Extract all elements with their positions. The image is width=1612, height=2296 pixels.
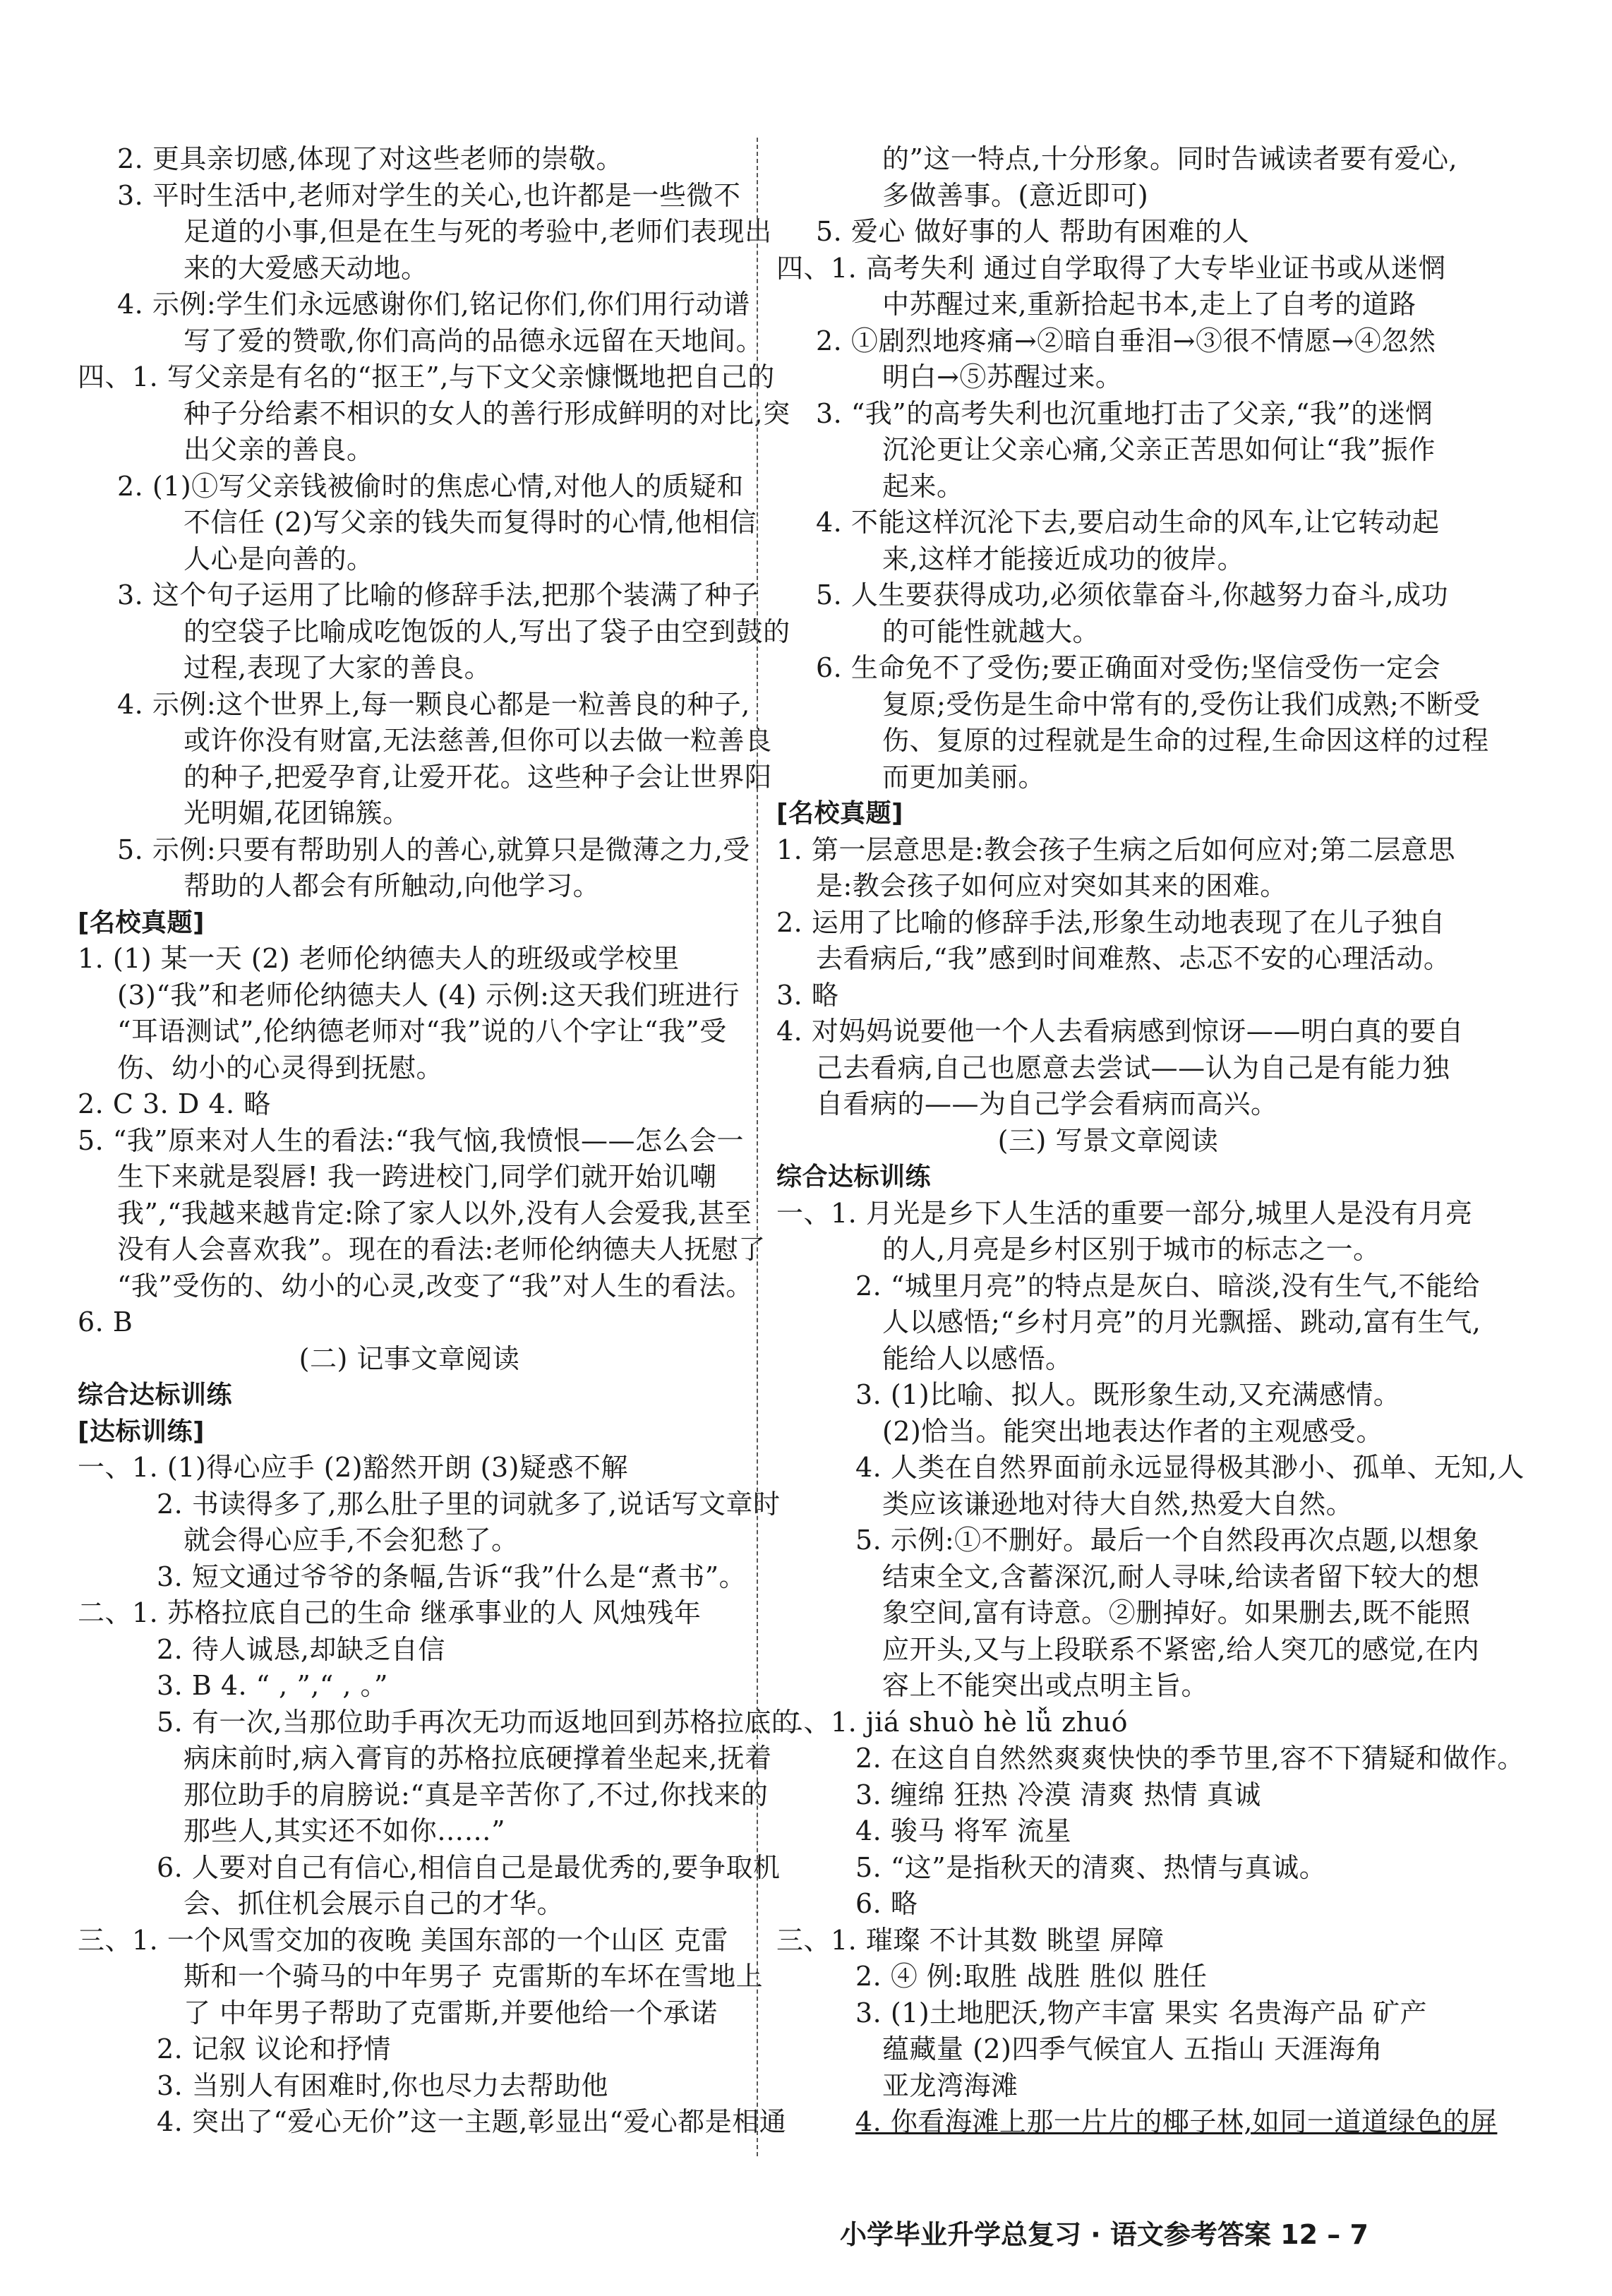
answer-line: 生下来就是裂唇! 我一跨进校门,同学们就开始讥嘲 xyxy=(117,1161,717,1192)
answer-line: 象空间,富有诗意。②删掉好。如果删去,既不能照 xyxy=(882,1597,1471,1628)
answer-line: 的人,月亮是乡村区别于城市的标志之一。 xyxy=(882,1234,1381,1265)
answer-line: 2. 运用了比喻的修辞手法,形象生动地表现了在儿子独自 xyxy=(776,906,1445,938)
answer-line: 出父亲的善良。 xyxy=(184,434,374,465)
page-footer: 小学毕业升学总复习 · 语文参考答案 12 – 7 xyxy=(840,2219,1369,2250)
answer-line: (三) 写景文章阅读 xyxy=(997,1124,1219,1156)
answer-line: 2. C 3. D 4. 略 xyxy=(78,1088,271,1119)
answer-line: 过程,表现了大家的善良。 xyxy=(184,652,492,683)
answer-line: 3. “我”的高考失利也沉重地打击了父亲,“我”的迷惘 xyxy=(816,397,1433,429)
answer-line: 我”,“我越来越肯定:除了家人以外,没有人会爱我,甚至 xyxy=(117,1197,752,1229)
answer-line: 己去看病,自己也愿意去尝试——认为自己是有能力独 xyxy=(816,1052,1450,1083)
answer-line: 3. (1)土地肥沃,物产丰富 果实 名贵海产品 矿产 xyxy=(855,1997,1427,2028)
answer-line: 2. 待人诚恳,却缺乏自信 xyxy=(157,1633,445,1665)
answer-line: 的空袋子比喻成吃饱饭的人,写出了袋子由空到鼓的 xyxy=(184,615,790,647)
answer-line: 综合达标训练 xyxy=(776,1162,932,1191)
column-divider xyxy=(757,138,758,2156)
answer-line: 没有人会喜欢我”。现在的看法:老师伦纳德夫人抚慰了 xyxy=(117,1234,766,1265)
answer-line: 5. 人生要获得成功,必须依靠奋斗,你越努力奋斗,成功 xyxy=(816,579,1449,611)
answer-line: 容上不能突出或点明主旨。 xyxy=(882,1670,1209,1701)
answer-line: 4. 人类在自然界面前永远显得极其渺小、孤单、无知,人 xyxy=(855,1452,1524,1483)
answer-line: 2. (1)①写父亲钱被偷时的焦虑心情,对他人的质疑和 xyxy=(117,470,744,502)
answer-line: 1. (1) 某一天 (2) 老师伦纳德夫人的班级或学校里 xyxy=(78,943,680,974)
answer-line: [达标训练] xyxy=(78,1417,205,1446)
answer-line: 2. “城里月亮”的特点是灰白、暗淡,没有生气,不能给 xyxy=(855,1270,1480,1302)
answer-line: 中苏醒过来,重新拾起书本,走上了自考的道路 xyxy=(882,289,1416,320)
answer-line: 斯和一个骑马的中年男子 克雷斯的车坏在雪地上 xyxy=(184,1961,764,1992)
answer-line: 4. 你看海滩上那一片片的椰子林,如同一道道绿色的屏 xyxy=(855,2106,1498,2137)
answer-line: 能给人以感悟。 xyxy=(882,1342,1073,1374)
answer-line: 那些人,其实还不如你……” xyxy=(184,1815,506,1846)
answer-line: 3. B 4. “ , ”,“ , 。” xyxy=(157,1670,388,1701)
answer-line: 起来。 xyxy=(882,470,964,502)
answer-line: 2. 在这自自然然爽爽快快的季节里,容不下猜疑和做作。 xyxy=(855,1743,1524,1774)
answer-line: 一、1. (1)得心应手 (2)豁然开朗 (3)疑惑不解 xyxy=(78,1452,628,1483)
answer-line: 4. 不能这样沉沦下去,要启动生命的风车,让它转动起 xyxy=(816,507,1440,538)
answer-line: 4. 骏马 将军 流星 xyxy=(855,1815,1071,1846)
answer-line: 5. 示例:①不删好。最后一个自然段再次点题,以想象 xyxy=(855,1525,1480,1556)
answer-line: 是:教会孩子如何应对突如其来的困难。 xyxy=(816,870,1287,901)
left-column xyxy=(78,141,799,2141)
answer-line: 光明媚,花团锦簇。 xyxy=(184,798,410,829)
answer-line: 四、1. 写父亲是有名的“抠王”,与下文父亲慷慨地把自己的 xyxy=(78,361,775,392)
answer-line: 类应该谦逊地对待大自然,热爱大自然。 xyxy=(882,1488,1354,1520)
answer-line: 2. 书读得多了,那么肚子里的词就多了,说话写文章时 xyxy=(157,1488,781,1520)
answer-line: 复原;受伤是生命中常有的,受伤让我们成熟;不断受 xyxy=(882,688,1481,720)
answer-line: 1. 第一层意思是:教会孩子生病之后如何应对;第二层意思 xyxy=(776,834,1455,865)
answer-line: 4. 对妈妈说要他一个人去看病感到惊讶——明白真的要自 xyxy=(776,1016,1464,1047)
answer-line: 4. 突出了“爱心无价”这一主题,彰显出“爱心都是相通 xyxy=(157,2106,787,2137)
answer-line: 应开头,又与上段联系不紧密,给人突兀的感觉,在内 xyxy=(882,1633,1480,1665)
answer-line: 那位助手的肩膀说:“真是辛苦你了,不过,你找来的 xyxy=(184,1779,769,1810)
answer-line: 写了爱的赞歌,你们高尚的品德永远留在天地间。 xyxy=(184,325,764,356)
answer-line: 2. 更具亲切感,体现了对这些老师的崇敬。 xyxy=(117,143,623,174)
answer-line: 5. “这”是指秋天的清爽、热情与真诚。 xyxy=(855,1851,1327,1883)
answer-line: 四、1. 高考失利 通过自学取得了大专毕业证书或从迷惘 xyxy=(776,252,1445,284)
answer-line: (2)恰当。能突出地表达作者的主观感受。 xyxy=(882,1415,1383,1447)
answer-line: 5. 有一次,当那位助手再次无功而返地回到苏格拉底的 xyxy=(157,1706,799,1738)
answer-line: 人心是向善的。 xyxy=(184,543,374,575)
answer-line: 来的大爱感天动地。 xyxy=(184,252,428,284)
answer-line: 3. 略 xyxy=(776,979,839,1011)
answer-line: 的”这一特点,十分形象。同时告诫读者要有爱心, xyxy=(882,143,1458,174)
answer-line: 的种子,把爱孕育,让爱开花。这些种子会让世界阳 xyxy=(184,761,772,793)
answer-line: 帮助的人都会有所触动,向他学习。 xyxy=(184,870,601,901)
answer-line: 二、1. 苏格拉底自己的生命 继承事业的人 风烛残年 xyxy=(78,1597,702,1628)
answer-line: 6. 生命免不了受伤;要正确面对受伤;坚信受伤一定会 xyxy=(816,652,1440,683)
answer-line: 3. 短文通过爷爷的条幅,告诉“我”什么是“煮书”。 xyxy=(157,1561,747,1592)
answer-line: 三、1. 一个风雪交加的夜晚 美国东部的一个山区 克雷 xyxy=(78,1924,728,1956)
answer-line: 4. 示例:这个世界上,每一颗良心都是一粒善良的种子, xyxy=(117,688,750,720)
answer-line: 明白→⑤苏醒过来。 xyxy=(882,361,1123,392)
answer-line: 来,这样才能接近成功的彼岸。 xyxy=(882,543,1245,575)
answer-line: 蕴藏量 (2)四季气候宜人 五指山 天涯海角 xyxy=(882,2033,1383,2064)
answer-line: 结束全文,含蓄深沉,耐人寻味,给读者留下较大的想 xyxy=(882,1561,1480,1592)
answer-line: 而更加美丽。 xyxy=(882,761,1046,793)
answer-line: 就会得心应手,不会犯愁了。 xyxy=(184,1525,519,1556)
answer-line: 5. 爱心 做好事的人 帮助有困难的人 xyxy=(816,216,1249,247)
answer-line: 二、1. jiá shuò hè lǚ zhuó xyxy=(776,1706,1129,1738)
answer-line: 不信任 (2)写父亲的钱失而复得时的心情,他相信 xyxy=(184,507,757,538)
answer-line: 2. ④ 例:取胜 战胜 胜似 胜任 xyxy=(855,1961,1208,1992)
answer-line: 2. ①剧烈地疼痛→②暗自垂泪→③很不情愿→④忽然 xyxy=(816,325,1436,356)
answer-line: 沉沦更让父亲心痛,父亲正苦思如何让“我”振作 xyxy=(882,434,1436,465)
answer-line: (3)“我”和老师伦纳德夫人 (4) 示例:这天我们班进行 xyxy=(117,979,740,1011)
answer-line: 伤、复原的过程就是生命的过程,生命因这样的过程 xyxy=(882,725,1489,756)
answer-line: 4. 示例:学生们永远感谢你们,铭记你们,你们用行动谱 xyxy=(117,289,750,320)
answer-line: 6. B xyxy=(78,1306,133,1338)
answer-line: 3. (1)比喻、拟人。既形象生动,又充满感情。 xyxy=(855,1379,1401,1410)
answer-line: “耳语测试”,伦纳德老师对“我”说的八个字让“我”受 xyxy=(117,1016,727,1047)
answer-line: 去看病后,“我”感到时间难熬、忐忑不安的心理活动。 xyxy=(816,943,1451,974)
answer-line: 种子分给素不相识的女人的善行形成鲜明的对比,突 xyxy=(184,397,790,429)
answer-line: 3. 平时生活中,老师对学生的关心,也许都是一些微不 xyxy=(117,179,741,211)
answer-line: “我”受伤的、幼小的心灵,改变了“我”对人生的看法。 xyxy=(117,1270,753,1302)
answer-line: 5. 示例:只要有帮助别人的善心,就算只是微薄之力,受 xyxy=(117,834,750,865)
answer-line: 多做善事。(意近即可) xyxy=(882,179,1149,211)
answer-line: 3. 当别人有困难时,你也尽力去帮助他 xyxy=(157,2069,608,2101)
answer-line: 三、1. 璀璨 不计其数 眺望 屏障 xyxy=(776,1924,1165,1956)
answer-line: 5. “我”原来对人生的看法:“我气恼,我愤恨——怎么会一 xyxy=(78,1124,744,1156)
answer-line: 2. 记叙 议论和抒情 xyxy=(157,2033,391,2064)
answer-line: 3. 缠绵 狂热 冷漠 清爽 热情 真诚 xyxy=(855,1779,1261,1810)
answer-line: 综合达标训练 xyxy=(78,1381,233,1410)
answer-line: (二) 记事文章阅读 xyxy=(299,1342,520,1374)
answer-line: 或许你没有财富,无法慈善,但你可以去做一粒善良 xyxy=(184,725,772,756)
answer-line: 了 中年男子帮助了克雷斯,并要他给一个承诺 xyxy=(184,1997,718,2028)
answer-line: 3. 这个句子运用了比喻的修辞手法,把那个装满了种子 xyxy=(117,579,759,611)
answer-line: 足道的小事,但是在生与死的考验中,老师们表现出 xyxy=(184,216,772,247)
answer-line: 亚龙湾海滩 xyxy=(882,2069,1018,2101)
answer-line: 伤、幼小的心灵得到抚慰。 xyxy=(117,1052,444,1083)
right-column xyxy=(776,141,1524,2141)
answer-line: 6. 人要对自己有信心,相信自己是最优秀的,要争取机 xyxy=(157,1851,781,1883)
answer-line: 人以感悟;“乡村月亮”的月光飘摇、跳动,富有生气, xyxy=(882,1306,1481,1338)
answer-line: [名校真题] xyxy=(78,908,205,937)
answer-line: 病床前时,病入膏肓的苏格拉底硬撑着坐起来,抚着 xyxy=(184,1743,772,1774)
answer-line: 的可能性就越大。 xyxy=(882,615,1100,647)
answer-line: 会、抓住机会展示自己的才华。 xyxy=(184,1888,565,1919)
answer-line: 自看病的——为自己学会看病而高兴。 xyxy=(816,1088,1278,1119)
answer-line: 6. 略 xyxy=(855,1888,918,1919)
answer-line: 一、1. 月光是乡下人生活的重要一部分,城里人是没有月亮 xyxy=(776,1197,1473,1229)
answer-line: [名校真题] xyxy=(776,799,903,828)
